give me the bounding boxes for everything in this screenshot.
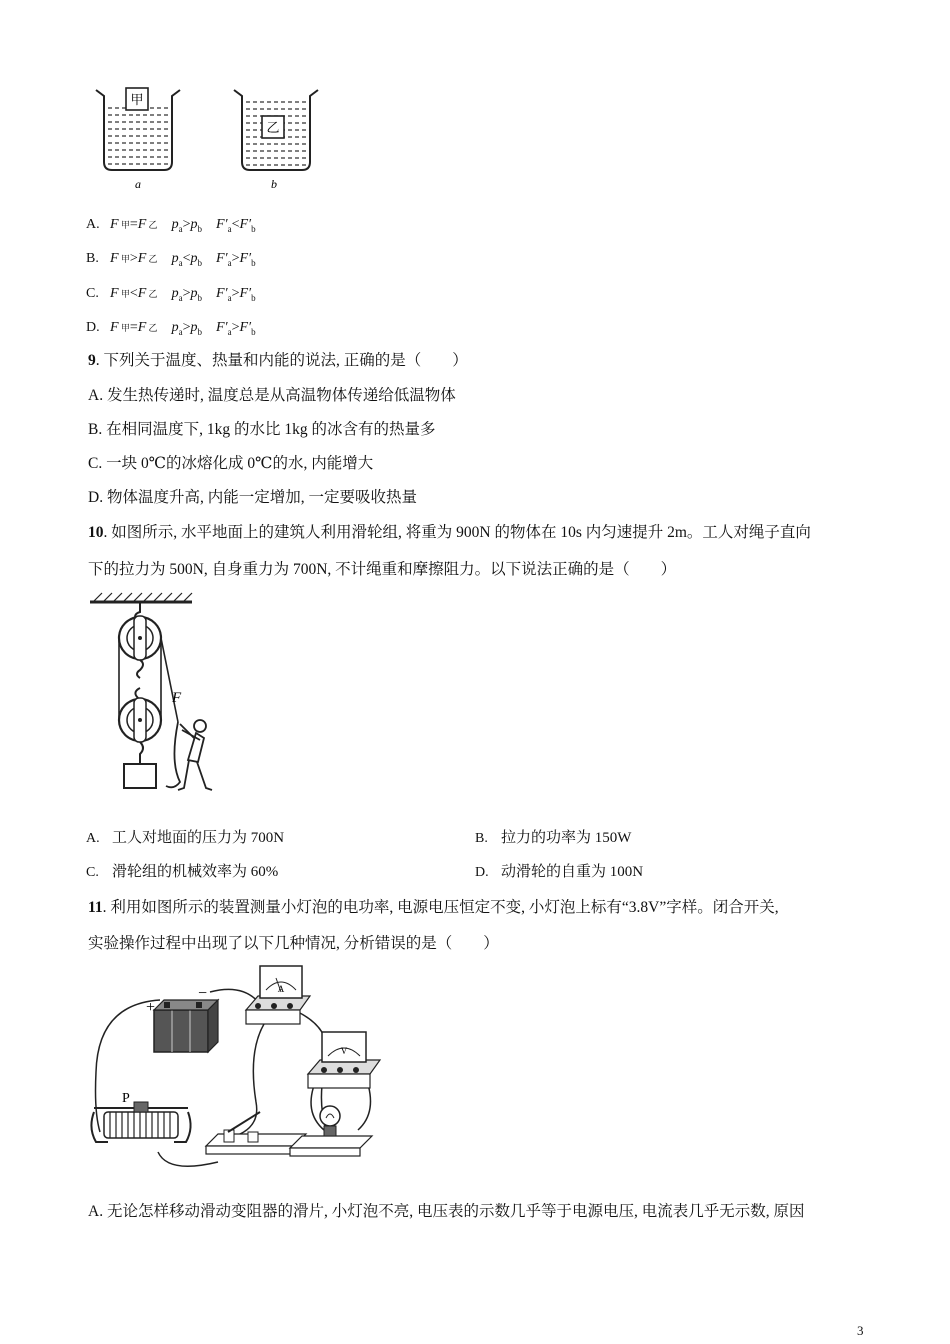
force-symbol: F xyxy=(137,320,147,335)
force-subscript: 甲 xyxy=(118,289,130,299)
pressure-subscript: b xyxy=(197,292,202,303)
q10-option-b-text: 拉力的功率为 150W xyxy=(501,830,632,846)
q10-option-a-label: A. xyxy=(86,831,100,846)
q9-number: 9 xyxy=(88,352,96,369)
force-relation: = xyxy=(129,217,138,232)
beakers-figure xyxy=(90,82,330,194)
pressure-subscript: a xyxy=(178,257,183,268)
q10-option-d xyxy=(475,861,643,884)
force-subscript: 甲 xyxy=(118,323,130,333)
ammeter xyxy=(246,966,310,1024)
bottom-force-symbol: F′ xyxy=(239,251,252,266)
pressure-subscript: a xyxy=(178,223,183,234)
q10-stem-text-1: . 如图所示, 水平地面上的建筑人利用滑轮组, 将重为 900N 的物体在 10s 内匀速提升 2m。工人对绳子直向 xyxy=(103,524,811,541)
beaker-a-label: a xyxy=(135,177,141,191)
q9-stem-text: . 下列关于温度、热量和内能的说法, 正确的是（ ） xyxy=(95,352,468,369)
force-symbol: F xyxy=(110,251,119,266)
pressure-symbol: p xyxy=(190,320,198,335)
page-number: 3 xyxy=(857,1323,864,1338)
bottom-force-subscript: a xyxy=(227,292,232,303)
pulley-figure xyxy=(88,592,228,800)
q10-option-b xyxy=(475,827,631,850)
bottom-force-relation: > xyxy=(231,251,240,266)
block-yi-label: 乙 xyxy=(266,120,280,135)
rheostat xyxy=(91,1102,190,1142)
force-label: F xyxy=(172,690,182,706)
bottom-force-subscript: b xyxy=(251,292,256,303)
bottom-force-symbol: F′ xyxy=(239,320,252,335)
bottom-force-relation: < xyxy=(231,217,240,232)
block-jia-label: 甲 xyxy=(130,92,144,107)
pressure-symbol: p xyxy=(190,286,198,301)
battery-minus-label: − xyxy=(198,985,208,1002)
pressure-symbol: p xyxy=(171,251,179,266)
bottom-force-subscript: b xyxy=(251,223,256,234)
q10-stem-line2: 下的拉力为 500N, 自身重力为 700N, 不计绳重和摩擦阻力。以下说法正确的是（ ） xyxy=(88,561,677,578)
q10-number: 10 xyxy=(88,524,104,541)
q10-option-a xyxy=(86,827,284,850)
q9-option-c: C. 一块 0℃的冰熔化成 0℃的水, 内能增大 xyxy=(88,455,374,472)
force-subscript: 乙 xyxy=(146,220,158,230)
slider-label: P xyxy=(122,1091,130,1106)
pressure-subscript: b xyxy=(197,326,202,337)
force-relation: > xyxy=(129,251,138,266)
force-symbol: F xyxy=(110,217,119,232)
q10-option-c xyxy=(86,861,278,884)
option-label: B. xyxy=(86,251,99,266)
ammeter-label: A xyxy=(277,984,285,994)
force-relation: < xyxy=(129,286,138,301)
q9-option-a: A. 发生热传递时, 温度总是从高温物体传递给低温物体 xyxy=(88,387,456,404)
option-label: C. xyxy=(86,286,99,301)
pressure-symbol: p xyxy=(171,217,179,232)
battery xyxy=(154,1000,218,1052)
bottom-force-subscript: b xyxy=(251,257,256,268)
force-subscript: 乙 xyxy=(146,289,158,299)
force-subscript: 乙 xyxy=(146,254,158,264)
pressure-symbol: p xyxy=(190,217,198,232)
pressure-symbol: p xyxy=(190,251,198,266)
q11-stem-line1 xyxy=(88,897,779,919)
force-symbol: F xyxy=(137,217,147,232)
bottom-force-symbol: F′ xyxy=(239,217,252,232)
lamp xyxy=(290,1106,372,1156)
force-subscript: 甲 xyxy=(118,254,130,264)
pressure-subscript: b xyxy=(197,223,202,234)
q8-option-b xyxy=(86,249,256,273)
voltmeter xyxy=(308,1032,380,1088)
bottom-force-subscript: b xyxy=(251,326,256,337)
pressure-relation: > xyxy=(182,286,191,301)
q9-option-b: B. 在相同温度下, 1kg 的水比 1kg 的冰含有的热量多 xyxy=(88,421,436,438)
option-label: D. xyxy=(86,320,100,335)
q11-stem-line2: 实验操作过程中出现了以下几种情况, 分析错误的是（ ） xyxy=(88,935,499,952)
q10-option-d-label: D. xyxy=(475,865,489,880)
bottom-force-symbol: F′ xyxy=(215,251,228,266)
bottom-force-subscript: a xyxy=(227,223,232,234)
q11-stem-text-1: . 利用如图所示的装置测量小灯泡的电功率, 电源电压恒定不变, 小灯泡上标有“3.8V”字样。闭合开关, xyxy=(102,899,779,916)
option-label: A. xyxy=(86,217,100,232)
q10-option-d-text: 动滑轮的自重为 100N xyxy=(501,864,644,880)
q10-option-c-text: 滑轮组的机械效率为 60% xyxy=(112,864,279,880)
q11-number: 11 xyxy=(88,899,103,916)
pressure-symbol: p xyxy=(171,286,179,301)
pressure-relation: < xyxy=(182,251,191,266)
q9-option-d: D. 物体温度升高, 内能一定增加, 一定要吸收热量 xyxy=(88,489,417,506)
force-symbol: F xyxy=(137,286,147,301)
q8-option-d xyxy=(86,318,256,342)
bottom-force-relation: > xyxy=(231,286,240,301)
bottom-force-subscript: a xyxy=(227,326,232,337)
force-subscript: 乙 xyxy=(146,323,158,333)
force-subscript: 甲 xyxy=(118,220,130,230)
pressure-relation: > xyxy=(182,217,191,232)
beaker-b xyxy=(234,90,318,191)
battery-plus-label: + xyxy=(146,999,156,1016)
force-symbol: F xyxy=(110,286,119,301)
pressure-subscript: a xyxy=(178,326,183,337)
bottom-force-subscript: a xyxy=(227,257,232,268)
force-relation: = xyxy=(129,320,138,335)
bottom-force-symbol: F′ xyxy=(215,217,228,232)
weight-block xyxy=(124,764,156,788)
bottom-force-relation: > xyxy=(231,320,240,335)
q8-option-a xyxy=(86,215,256,239)
q10-option-b-label: B. xyxy=(475,831,488,846)
q11-option-a: A. 无论怎样移动滑动变阻器的滑片, 小灯泡不亮, 电压表的示数几乎等于电源电压, 电流表几乎无示数, 原因 xyxy=(88,1203,805,1220)
beaker-b-label: b xyxy=(271,177,277,191)
bottom-force-symbol: F′ xyxy=(215,320,228,335)
worker-figure xyxy=(166,720,212,790)
voltmeter-label: V xyxy=(340,1046,348,1056)
force-symbol: F xyxy=(110,320,119,335)
force-symbol: F xyxy=(137,251,147,266)
q10-option-c-label: C. xyxy=(86,865,99,880)
circuit-figure xyxy=(88,962,388,1174)
q10-option-a-text: 工人对地面的压力为 700N xyxy=(112,830,285,846)
pressure-subscript: a xyxy=(178,292,183,303)
pressure-subscript: b xyxy=(197,257,202,268)
bottom-force-symbol: F′ xyxy=(215,286,228,301)
pressure-symbol: p xyxy=(171,320,179,335)
q8-option-c xyxy=(86,284,256,308)
q9-stem xyxy=(88,350,468,372)
pressure-relation: > xyxy=(182,320,191,335)
q10-stem-line1 xyxy=(88,522,811,544)
bottom-force-symbol: F′ xyxy=(239,286,252,301)
beaker-a xyxy=(96,88,180,191)
